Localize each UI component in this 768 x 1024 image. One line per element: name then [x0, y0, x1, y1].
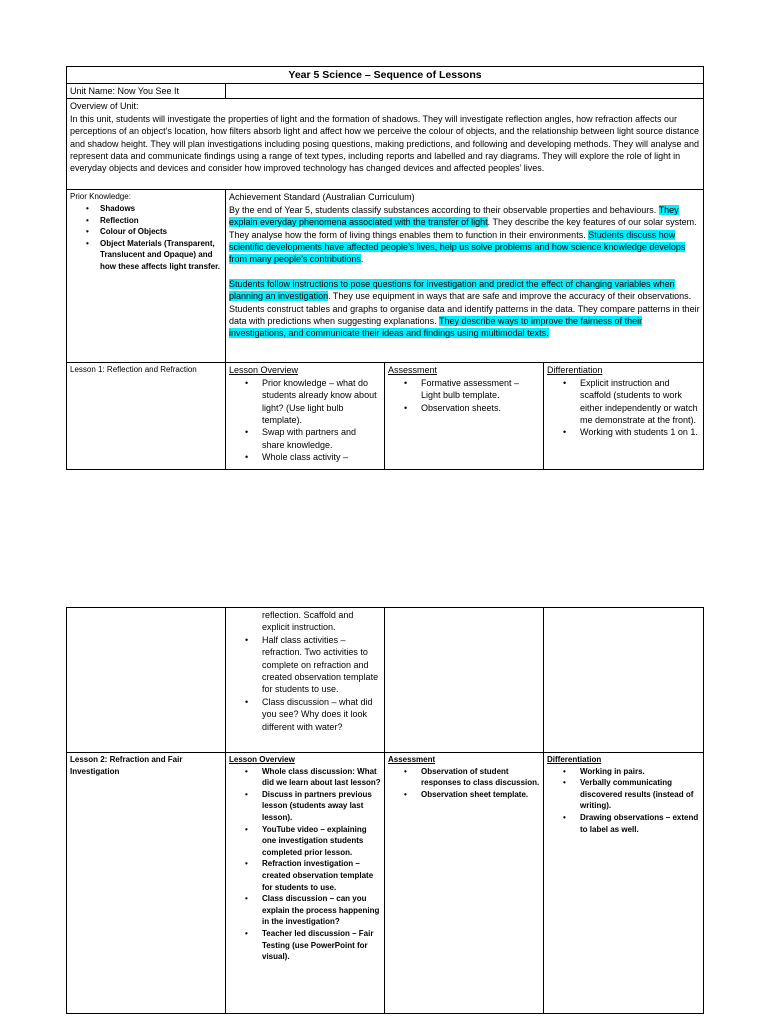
list-item: • Observation sheets.	[421, 402, 540, 414]
list-item: • Swap with partners and share knowledge.	[262, 426, 381, 451]
lesson-1-overview-cont-list	[229, 634, 381, 733]
list-item: • Class discussion – can you explain the process happening in the investigation?	[262, 893, 381, 928]
list-item: • Drawing observations – extend to label as well.	[580, 812, 700, 835]
lesson-2-name: Lesson 2: Refraction and Fair Investigation	[67, 753, 226, 1014]
list-item: • Discuss in partners previous lesson (students away last lesson).	[262, 789, 381, 824]
lesson-sequence-table	[66, 66, 704, 470]
list-item: • Object Materials (Transparent, Translucent and Opaque) and how these affects light transfer.	[100, 238, 222, 273]
unit-name: Unit Name: Now You See It	[67, 84, 226, 99]
lesson-1-assessment	[385, 363, 544, 470]
achievement-text: . They use equipment in ways that are safe and improve the accuracy of their observations. Students construct tables and graphs to organise data and identify patterns in the data. They compare patterns in their data with predictions when suggesting explanations.	[229, 291, 700, 327]
achievement-text: .	[360, 254, 364, 265]
assessment-heading: Assessment	[388, 365, 438, 376]
lesson-1-overview-cont	[226, 608, 385, 753]
list-item: • Working in pairs.	[580, 766, 700, 778]
lesson-overview-heading: Lesson Overview	[229, 755, 295, 764]
lesson-1-overview-list	[229, 377, 381, 464]
list-item: • Observation of student responses to class discussion.	[421, 766, 540, 789]
unit-name-blank	[226, 84, 704, 99]
list-item: • Formative assessment – Light bulb template.	[421, 377, 540, 402]
list-item: • Refraction investigation – created observation template for students to use.	[262, 858, 381, 893]
prior-knowledge-cell	[67, 190, 226, 363]
list-item: • Whole class activity –	[262, 451, 381, 463]
achievement-heading: Achievement Standard (Australian Curriculum)	[229, 192, 415, 203]
achievement-standard-cell	[226, 190, 704, 363]
list-item: • Shadows	[100, 203, 222, 215]
lesson-sequence-table-continued	[66, 607, 704, 1014]
list-item: • Observation sheet template.	[421, 789, 540, 801]
unit-overview	[67, 99, 704, 190]
achievement-paragraph-1	[229, 204, 700, 266]
lesson-2-assessment-list	[388, 766, 540, 801]
prior-knowledge-heading: Prior Knowledge:	[70, 192, 131, 202]
highlighted-text: Students follow instructions to pose questions for investigation and predict the effect of changing variables when planning an investigation	[229, 278, 675, 302]
list-item: • YouTube video – explaining one investigation students completed prior lesson.	[262, 824, 381, 859]
list-item: • Verbally communicating discovered results (instead of writing).	[580, 777, 700, 812]
lesson-1-overview	[226, 363, 385, 470]
highlighted-text: They explain everyday phenomena associated with the transfer of light	[229, 204, 679, 228]
lesson-1-differentiation	[544, 363, 704, 470]
list-item: • Explicit instruction and scaffold (students to work either independently or watch me demonstrate at the front).	[580, 377, 700, 427]
achievement-text: . They describe the key features of our solar system. They analyse how the form of living things enables them to function in their environments.	[229, 217, 697, 240]
list-item: • Half class activities – refraction. Two activities to complete on refraction and created observation template for students to use.	[262, 634, 381, 696]
differentiation-heading: Differentiation	[547, 755, 602, 764]
lesson-1-name-cont	[67, 608, 226, 753]
lesson-2-assessment	[385, 753, 544, 1014]
page-title: Year 5 Science – Sequence of Lessons	[67, 67, 704, 84]
highlighted-text: Students discuss how scientific developments have affected people’s lives, help us solve problems and how science knowledge develops from many people’s contributions	[229, 229, 686, 265]
list-item: • Teacher led discussion – Fair Testing (use PowerPoint for visual).	[262, 928, 381, 963]
lesson-2-differentiation-list	[547, 766, 700, 836]
lesson-1-name: Lesson 1: Reflection and Refraction	[67, 363, 226, 470]
differentiation-heading: Differentiation	[547, 365, 603, 376]
list-item: • Reflection	[100, 215, 222, 227]
continued-text: reflection. Scaffold and explicit instruction.	[262, 610, 354, 633]
lesson-1-assessment-cont	[385, 608, 544, 753]
lesson-2-differentiation	[544, 753, 704, 1014]
lesson-2-overview	[226, 753, 385, 1014]
prior-knowledge-list	[70, 203, 222, 273]
list-item: • Working with students 1 on 1.	[580, 426, 700, 438]
lesson-1-differentiation-list	[547, 377, 700, 439]
lesson-1-differentiation-cont	[544, 608, 704, 753]
lesson-overview-heading: Lesson Overview	[229, 365, 299, 376]
achievement-text: By the end of Year 5, students classify substances according to their observable properties and behaviours.	[229, 204, 659, 215]
list-item: • Class discussion – what did you see? Why does it look different with water?	[262, 696, 381, 733]
highlighted-text: They describe ways to improve the fairness of their investigations, and communicate their ideas and findings using multimodal texts.	[229, 316, 643, 339]
overview-text: In this unit, students will investigate the properties of light and the formation of shadows. They will investigate reflection angles, how refraction affects our perceptions of an object’s location, how filters absorb light and affect how we perceive the colour of objects, and the relationship between light source distance and shadow height. They will plan investigations including posing questions, making predictions, and following and developing methods. They will analyse and represent data and communicate findings using a range of text types, including reports and labelled and ray diagrams. They will explore the role of light in everyday objects and devices and consider how improved technology has changed devices and affected peoples’ lives.	[70, 113, 700, 174]
list-item: • Prior knowledge – what do students already know about light? (Use light bulb template).	[262, 377, 381, 427]
lesson-1-assessment-list	[388, 377, 540, 414]
assessment-heading: Assessment	[388, 755, 436, 764]
lesson-2-overview-list	[229, 766, 381, 963]
achievement-paragraph-2	[229, 278, 700, 340]
list-item: • Whole class discussion: What did we learn about last lesson?	[262, 766, 381, 789]
list-item: • Colour of Objects	[100, 226, 222, 238]
overview-heading: Overview of Unit:	[70, 101, 139, 112]
